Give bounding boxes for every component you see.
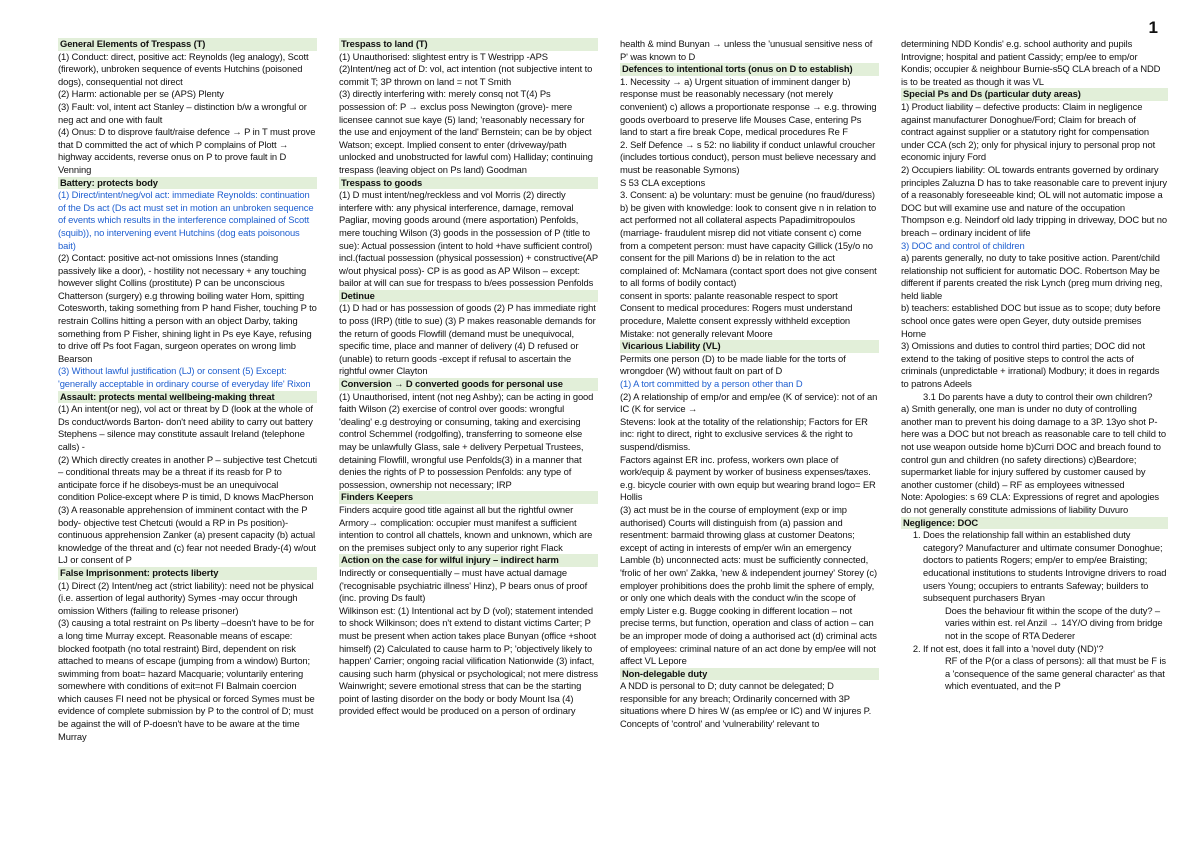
column-2 bbox=[339, 38, 598, 838]
text-battery-contact: (2) Contact: positive act-not omissions Innes (standing passively like a door), - hostility not necessary + any touching however slight Collins (prostitute) P can be unconscious Chatterson (surgery) e.g throwing boiling water Hom, spitting Cotesworth, taking something from P hand Fisher, touching P to restrain Collins hitting a person with an object Darby, taking something from P Fisher, shining light in Ps eye Kaye, refusing to drive off Ps foot Fagan, surgeon operates on wrong limb Bearson bbox=[58, 252, 317, 364]
text-defence-mistake: Mistake: not generally relevant Moore bbox=[620, 327, 773, 339]
heading-defences: Defences to intentional torts (onus on D to establish) bbox=[620, 63, 879, 76]
heading-vicarious-liability: Vicarious Liability (VL) bbox=[620, 340, 879, 353]
text-vl-factors-against: Factors against ER inc. profess, workers own place of work/equip & payment by worker of business expenses/taxes. e.g. bicycle courier with own equip but wearing brand logo= ER Hollis bbox=[620, 453, 876, 503]
text-assault-intent: (1) An intent(or neg), vol act or threat by D (look at the whole of Ds conduct/words Barton- don't need ability to carry out battery Stephens – silence may constitute assault Ireland (telephone calls) - bbox=[58, 403, 313, 452]
text-assault-creates: (2) Which directly creates in another P – subjective test Chetcuti – conditional threats may be a threat if its reasb for P to anticipate force if he disobeys-must be an unequivocal condition Police-except where P is timid, D knows MacPherson bbox=[58, 453, 317, 503]
list-item-scope-of-duty: Does the behaviour fit within the scope of the duty? – varies within est. rel Anzil → 14Y/O diving from bridge not in the scope of RTA Dederer bbox=[945, 604, 1163, 641]
text-defence-s53: S 53 CLA exceptions bbox=[620, 176, 706, 188]
text-vl-stevens: Stevens: look at the totality of the relationship; Factors for ER inc: right to direct, right to exclusive services & the right to suspend/dismiss. bbox=[620, 415, 868, 452]
text-general-harm: (2) Harm: actionable per se (APS) Plenty bbox=[58, 88, 224, 100]
heading-general-elements: General Elements of Trespass (T) bbox=[58, 38, 317, 51]
text-ndd: A NDD is personal to D; duty cannot be delegated; D responsible for any breach; Ordinarily concerned with 3P situations where D hires W (as emp/ee or IC) and W injures P. Concepts of 'control' and 'vulnerability' relevant to bbox=[620, 680, 872, 730]
text-occupiers-liability: 2) Occupiers liability: OL towards entrants governed by ordinary principles Zaluzna D has to take reasonable care to prevent injury of a reasonably foreseeable kind; OL will not automatic impose a DOC but will examine use and nature of the occupation Thompson e.g. Neindorf old lady tripping in driveway, DOC but no breach – ordinary incident of life bbox=[901, 163, 1167, 238]
columns bbox=[58, 38, 1168, 838]
heading-trespass-land: Trespass to land (T) bbox=[339, 38, 598, 51]
heading-false-imprisonment: False Imprisonment: protects liberty bbox=[58, 567, 317, 580]
column-4 bbox=[901, 38, 1168, 838]
heading-wilful-injury: Action on the case for wilful injury – indirect harm bbox=[339, 554, 598, 567]
text-general-onus: (4) Onus: D to disprove fault/raise defence → P in T must prove that D committed the act of which P complains of Plott → highway accidents, reverse onus on P to prove fault in D Venning bbox=[58, 126, 316, 175]
text-product-liability: 1) Product liability – defective products: Claim in negligence against manufacturer Donoghue/Ford; Claim for breach of contract against supplier or a statutory right for compensation under CCA (sch 2); only for physical injury to personal prop not economic injury Ford bbox=[901, 100, 1156, 163]
list-item-established-duty: 1. Does the relationship fall within an established duty category? Manufacturer and ultimate consumer Donoghue; doctors to patients Rogers; emp/er to emp/ee Braisting; educational institutions to students Introvigne drivers to road users Young; occupiers to entrants Safeway; builders to subsequent purchasers Bryan bbox=[923, 529, 1168, 605]
text-false-direct: (1) Direct (2) Intent/neg act (strict liability): need not be physical (i.e. assertion of legal authority) Symes -may occur through omission Withers (failing to release prisoner) bbox=[58, 579, 314, 616]
negligence-list bbox=[901, 529, 1168, 605]
text-defence-medical: Consent to medical procedures: Rogers must understand procedure, Malette consent expressly withheld exception bbox=[620, 302, 853, 327]
list-label-3-1: 3.1 bbox=[923, 390, 936, 402]
text-battery-justification: (3) Without lawful justification (LJ) or consent (5) Except: 'generally acceptable in ordinary course of everyday life' Rixon bbox=[58, 365, 311, 390]
text-general-conduct: (1) Conduct: direct, positive act: Reynolds (leg analogy), Scott (firework), unbroken sequence of events Hutchins (poisoned dogs), consequential not direct bbox=[58, 50, 309, 87]
page-number: 1 bbox=[1148, 18, 1158, 37]
text-parents-duty-question bbox=[901, 391, 1168, 404]
text-omissions: 3) Omissions and duties to control third parties; DOC did not extend to the taking of positive steps to control the acts of criminals (unpredictable + irrational) Modbury; it does in regards to patrons Adeels bbox=[901, 340, 1160, 390]
text-assault-apprehension: (3) A reasonable apprehension of imminent contact with the P body- objective test Chetcuti (would a RP in Ps position)-continuous apprehension Zanker (a) present capacity (b) actual knowledge of the threat and (c) fear not needed Brady-(4) w/out LJ or consent of P bbox=[58, 503, 316, 566]
heading-negligence-doc: Negligence: DOC bbox=[901, 517, 1168, 530]
text-land-directly: (3) directly interfering with: merely consq not T(4) Ps possession of: P → exclus poss Newington (grove)- mere licensee cannot sue kaye (5) land; 'reasonably necessary for the use and enjoyment of the land' Bernstein; can be by object Watson; except. Implied consent to enter (driveway/path unlocked and unobstructed for lawful com) Halliday; continuing trespass (leaving object on Ps land) Goodman bbox=[339, 88, 593, 175]
heading-special-ps-ds: Special Ps and Ds (particular duty areas) bbox=[901, 88, 1168, 101]
text-wilful-wilkinson: Wilkinson est: (1) Intentional act by D (vol); statement intended to shock Wilkinson; does n't extend to distant victims Carter; P must be present when action takes place Bunyan (office +shoot himself) (2) Calculated to cause harm to P; 'objectively likely to happen' Carrier; ongoing racial vilification Nationwide (3) infact, causing such harm (physical or psychological; not mere distress Wainwright; severe emotional stress that can be the starting point of lasting disorder on the body or body Mount Isa (4) provided effect would be produced on a person of ordinary bbox=[339, 604, 598, 717]
text-teachers: b) teachers: established DOC but issue as to scope; duty before school once gates were open Geyer, duty outside premises Horne bbox=[901, 302, 1161, 339]
heading-trespass-goods: Trespass to goods bbox=[339, 177, 598, 190]
heading-non-delegable-duty: Non-delegable duty bbox=[620, 668, 879, 681]
column-1 bbox=[58, 38, 317, 838]
text-wilful-continued: health & mind Bunyan → unless the 'unusual sensitive ness of P' was known to D bbox=[620, 38, 873, 62]
column-3 bbox=[620, 38, 879, 838]
heading-detinue: Detinue bbox=[339, 290, 598, 303]
heading-conversion: Conversion → D converted goods for personal use bbox=[339, 378, 598, 391]
list-text-3-1: Do parents have a duty to control their own children? bbox=[938, 390, 1153, 402]
text-vl-relationship: (2) A relationship of emp/or and emp/ee (K of service): not of an IC (K for service → bbox=[620, 390, 878, 415]
list-item-rf-of-p: RF of the P(or a class of persons): all that must be F is a 'consequence of the same general character' as that which eventuated, and the P bbox=[945, 655, 1166, 692]
text-defence-necessity: 1. Necessity → a) Urgent situation of imminent danger b) response must be reasonably necessary (not merely convenient) c) allows a proportionate response → e.g. throwing goods overboard to preserve life Mouses Case, entering Ps land to start a fire break Cope, medical procedures Re F bbox=[620, 75, 877, 138]
text-land-intent: (2)Intent/neg act of D: vol, act intention (not subjective intent to commit T; 3P thrown on land = not T Smith bbox=[339, 63, 593, 87]
heading-assault: Assault: protects mental wellbeing-making threat bbox=[58, 391, 317, 404]
text-doc-children: 3) DOC and control of children bbox=[901, 239, 1025, 251]
text-general-fault: (3) Fault: vol, intent act Stanley – distinction b/w a wrongful or neg act and one with fault bbox=[58, 100, 307, 125]
text-defence-self-defence: 2. Self Defence → s 52: no liability if conduct unlawful croucher (includes tortious conduct), person must believe necessary and must be reasonable Symons) bbox=[620, 138, 876, 175]
text-false-restraint: (3) causing a total restraint on Ps liberty –doesn't have to be for a long time Murray except. Reasonable means of escape: blocked footpath (no total restraint) Bird, dependent on risk attached to means of escape (jumping from a window) Burton; swimming from boat= hazard Macquarie; voluntarily entering somewhere with conditions of exit=not FI Balmain coercion which causes FI need not be physical or forced Symes must be evidence of complete submission by P to the control of D; must be against the will of P-doesn't have to be aware at the time Murray bbox=[58, 617, 315, 742]
text-vl-course-employment: (3) act must be in the course of employment (exp or imp authorised) Courts will distinguish from (a) passion and resentment: barmaid throwing glass at customer Deatons; except of acting in interests of emp/er w/in an emergency Lamble (b) unconnected acts: must be sufficiently connected, 'frolic of her own' Zakka, 'new & independent journey' Storey (c) employer prohibitions does the prohb limit the sphere of emply, or only one which deals with the conduct w/in the scope of emply Lister e.g. Bugge cooking in different location – not precise terms, but function, operation and class of action – can be an improper mode of doing a authorised act (d) criminal acts of employees: criminal nature of an act done by emp/ee will not affect VL Lepore bbox=[620, 503, 878, 667]
text-detinue-elements: (1) D had or has possession of goods (2) P has immediate right to poss (IRP) (title to sue) (3) P makes reasonable demands for the return of goods Flowfill (demand must be unequivocal, specific time, place and manner of delivery (4) D refused or (unable) to return goods -except if refusal to ascertain the rightful owner Clayton bbox=[339, 302, 596, 377]
text-finders: Finders acquire good title against all but the rightful owner Armory→ complication: occupier must manifest a sufficient intention to control all chattels, known and unknown, which are on the premises subject only to any superior right Flack bbox=[339, 503, 593, 553]
list-item-novel-duty: 2. If not est, does it fall into a 'novel duty (ND)'? bbox=[923, 643, 1168, 656]
text-wilful-indirect: Indirectly or consequentially – must have actual damage ('recognisable psychiatric illness' Hinz), P bears onus of proof (inc. proving Ds fault) bbox=[339, 566, 588, 604]
text-apologies: Note: Apologies: s 69 CLA: Expressions of regret and apologies do not generally constitute admissions of liability Duvuro bbox=[901, 491, 1160, 515]
text-smith-curri: a) Smith generally, one man is under no duty of controlling another man to prevent his doing damage to a 3P. 13yo shot P-here was a DOC but not breach as reasonable care to tell child to not use weapon outside home b)Curri DOC and breach found to control gun and children (no safety directions) c)Beardore; supermarket liable for injury suffered by customer caused by another customer (child) – RF as employees witnessed bbox=[901, 403, 1167, 490]
text-vl-permits: Permits one person (D) to be made liable for the torts of wrongdoer (W) without fault on part of D bbox=[620, 352, 846, 377]
heading-finders-keepers: Finders Keepers bbox=[339, 491, 598, 504]
text-conversion-elements: (1) Unauthorised, intent (not neg Ashby); can be acting in good faith Wilson (2) exercise of control over goods: wrongful 'dealing' e.g destroying or consuming, taking and exercising control Schemmel (rodgolfing), transferring to someone else may be unlawfully Glass, sale + delivery Perpetual Trustees, detaining Flowfill, wrongful use Penfolds(3) in a manner that denies the rights of P to possession Penfolds: any type of possession, ownership not necessary; IRP bbox=[339, 390, 594, 490]
text-defence-consent: 3. Consent: a) be voluntary: must be genuine (no fraud/duress) b) be given with knowledge: look to consent give n in relation to act performed not all collateral aspects Papadimitropoulos (marriage- fraudulent misrep did not vitiate consent c) come from a competent person: must have capacity Gillick (15y/o no consent for the pill Marions d) be in relation to the act complained of: McNamara (contact sport does not give consent to all forms of bodily contact) bbox=[620, 189, 877, 289]
negligence-list-2 bbox=[901, 643, 1168, 656]
text-goods-elements: (1) D must intent/neg/reckless and vol Morris (2) directly interfere with: any physical interference, damage, removal Pagliar, moving goods around (mere asportation) Penfolds, mere touching Wilson (3) goods in the possession of P (title to sue): Actual possession (intent to hold +have sufficient control) incl.(factual possession (physical possession) + constructive(AP w/out physical poss)- CP is as good as AP Wilson – except: bailor at will can sue for trespass to b/ees possession Penfolds bbox=[339, 189, 598, 289]
text-land-unauthorised: (1) Unauthorised: slightest entry is T Westripp -APS bbox=[339, 50, 548, 62]
text-parents: a) parents generally, no duty to take positive action. Parent/child relationship not sufficient for automatic DOC. Robertson May be different if parents created the risk Lynch (preg mum driving neg, held liable bbox=[901, 252, 1163, 301]
text-ndd-continued: determining NDD Kondis' e.g. school authority and pupils Introvigne; hospital and patient Cassidy; emp/ee to emp/or Kondis; occupier & neighbour Burnie-s5Q CLA breach of a NDD is to be treated as though it was VL bbox=[901, 38, 1161, 87]
heading-battery: Battery: protects body bbox=[58, 177, 317, 190]
text-vl-tort: (1) A tort committed by a person other than D bbox=[620, 378, 803, 390]
text-battery-direct: (1) Direct/intent/neg/vol act: immediate Reynolds: continuation of the Ds act (Ds act must set in motion an unbroken sequence of events which results in the interference complained of Scott (squib)), no intervening event Hutchins (dog eats poisonous bait) bbox=[58, 189, 314, 251]
text-defence-sports: consent in sports: palante reasonable respect to sport bbox=[620, 289, 838, 301]
